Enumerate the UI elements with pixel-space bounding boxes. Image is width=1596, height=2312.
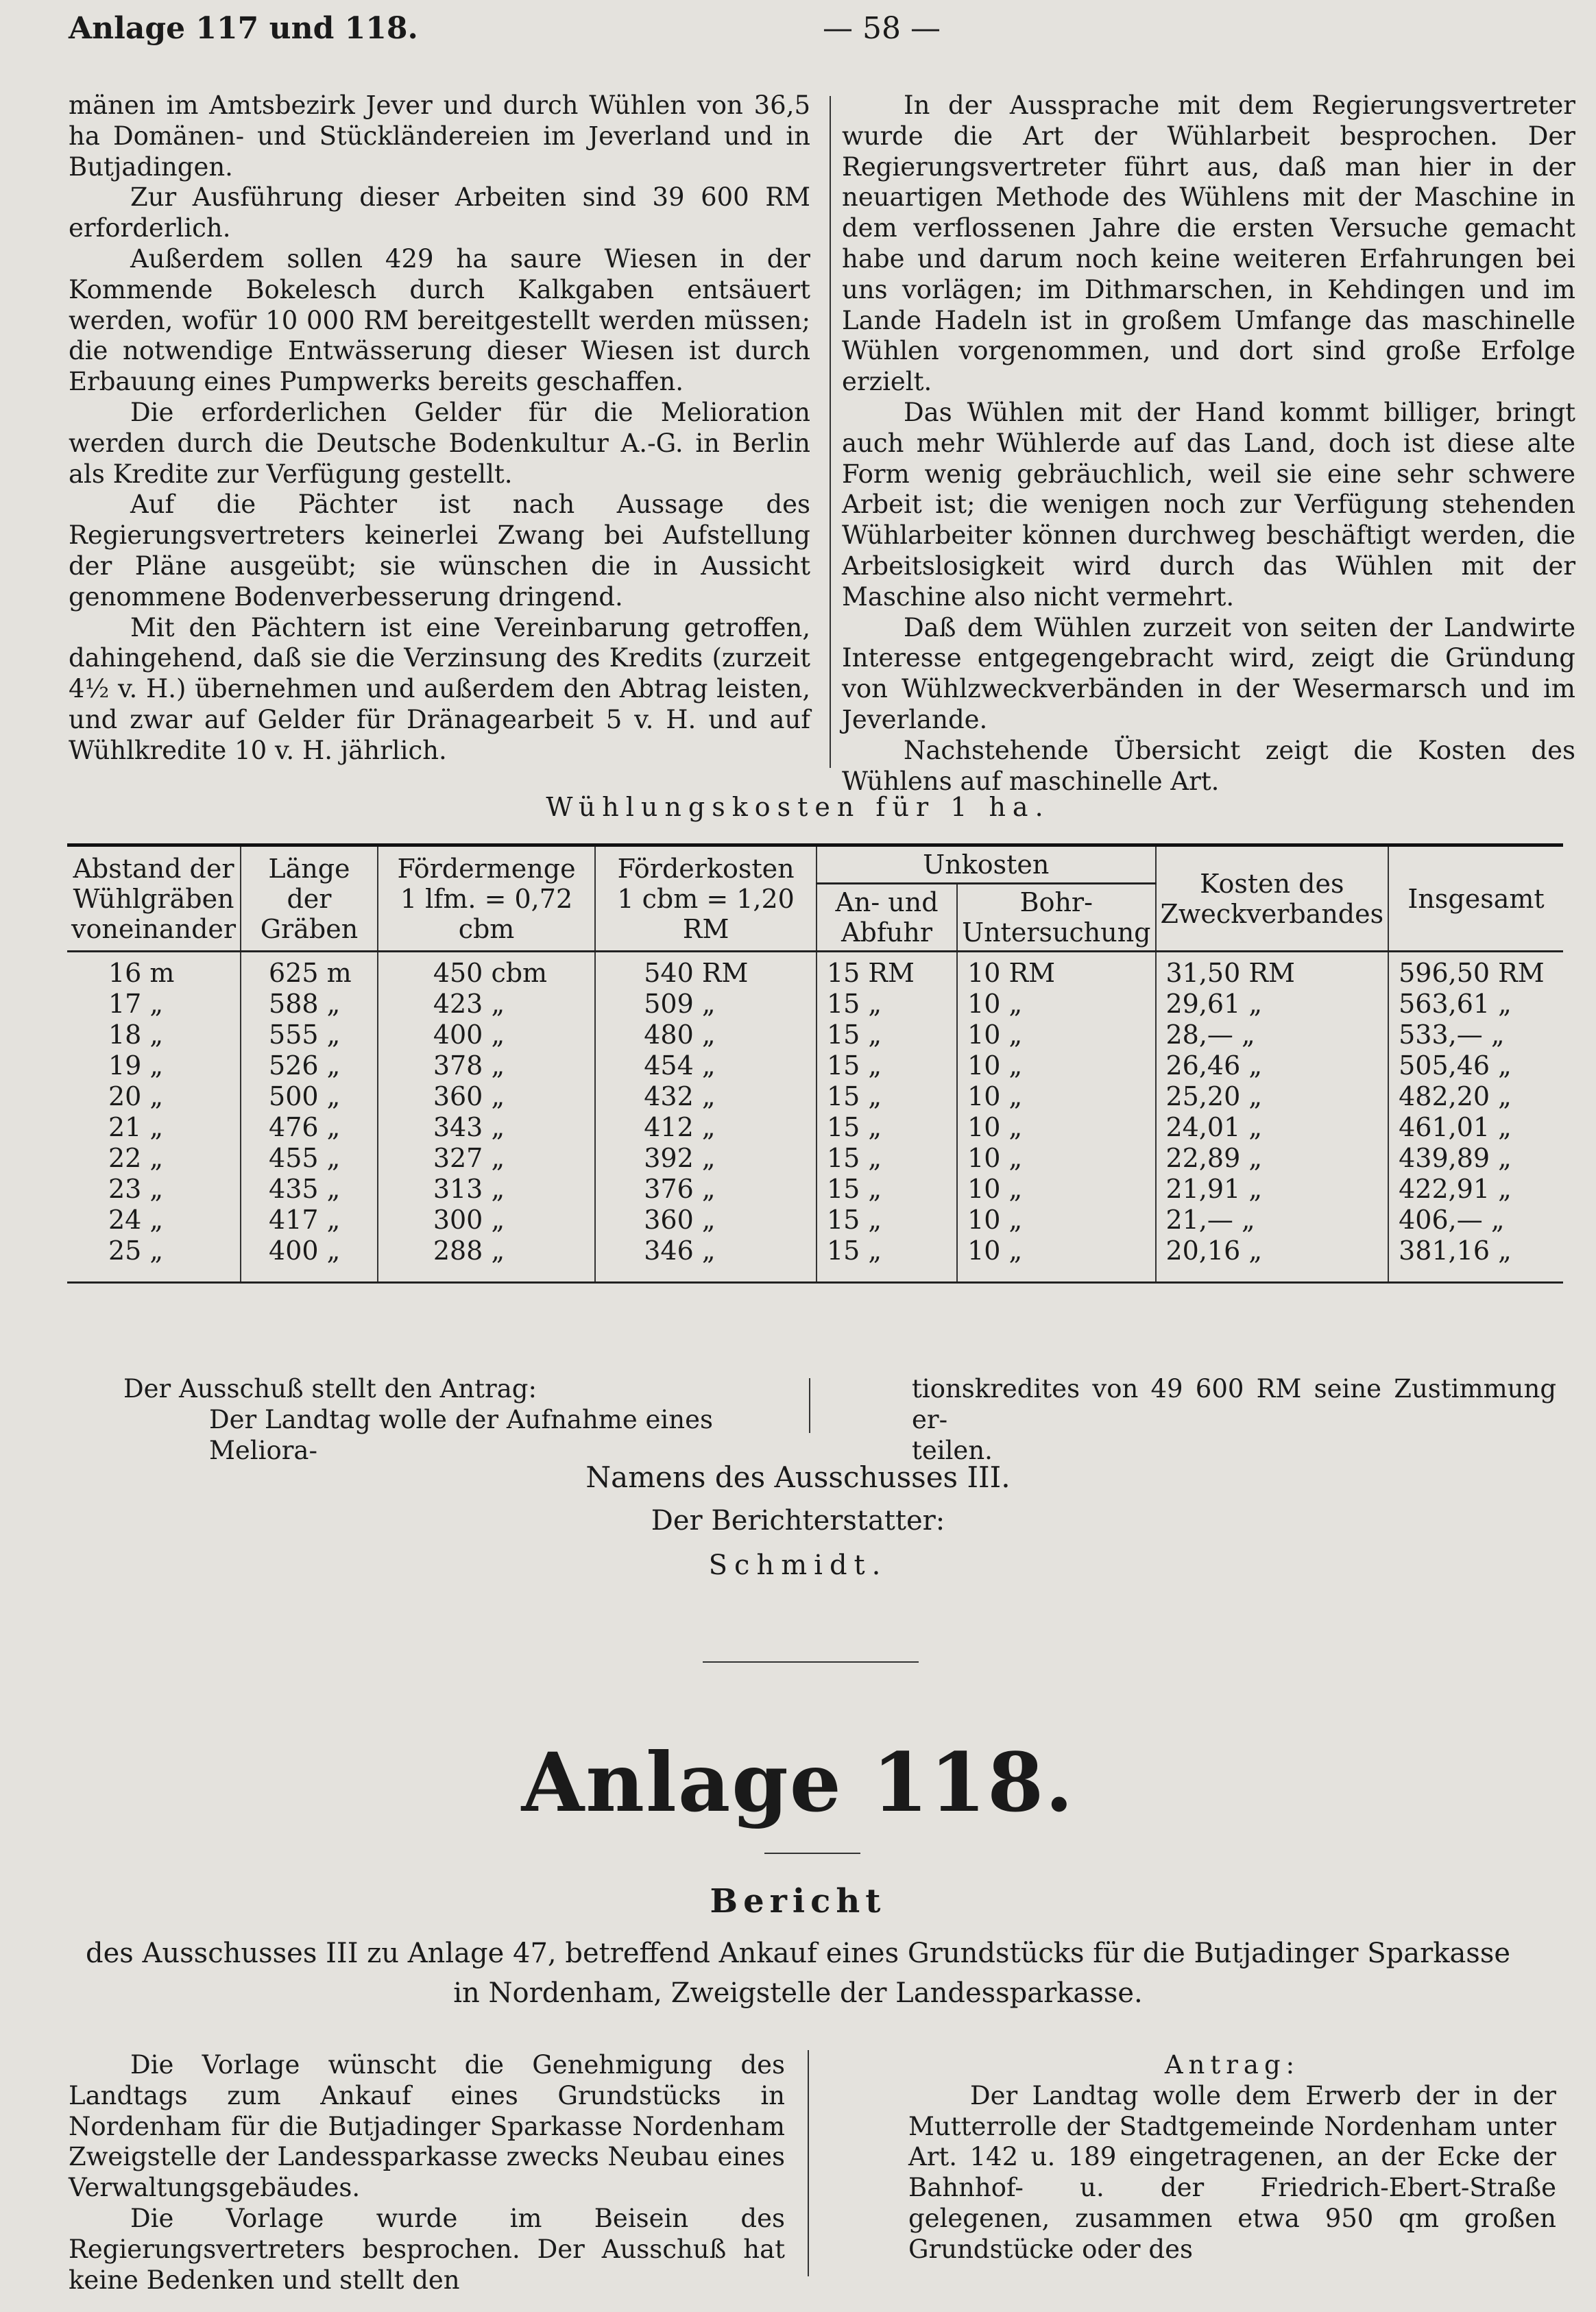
table-cell: 378 „	[378, 1050, 595, 1081]
paragraph: Die Vorlage wurde im Beisein des Regierungsvertreters besprochen. Der Ausschuß hat keine Bedenken und stellt den	[69, 2203, 785, 2295]
table-cell: 15 „	[817, 1143, 957, 1174]
table-cell: 327 „	[378, 1143, 595, 1174]
table-cell: 400 „	[378, 1020, 595, 1050]
table-cell: 21,91 „	[1156, 1174, 1389, 1205]
table-cell: 435 „	[241, 1174, 378, 1205]
bericht-heading: Bericht	[710, 1882, 886, 1920]
table-cell: 439,89 „	[1388, 1143, 1563, 1174]
table-cell: 588 „	[241, 989, 378, 1020]
antrag-line: teilen.	[912, 1436, 993, 1465]
table-cell: 31,50 RM	[1156, 952, 1389, 989]
table-cell: 10 „	[957, 1205, 1155, 1236]
anlage118-divider	[808, 2050, 809, 2276]
signature-namens: Namens des Ausschusses III.	[585, 1460, 1011, 1494]
table-cell: 400 „	[241, 1236, 378, 1283]
header-foerderkosten-sub: 1 cbm = 1,20 RM	[617, 883, 795, 944]
header-foerdermenge-label: Fördermenge	[397, 853, 576, 884]
table-cell: 555 „	[241, 1020, 378, 1050]
page-header	[69, 11, 1577, 52]
header-foerdermenge-sub: 1 lfm. = 0,72 cbm	[400, 883, 573, 944]
table-cell: 21,— „	[1156, 1205, 1389, 1236]
table-cell: 376 „	[595, 1174, 817, 1205]
table-cell: 455 „	[241, 1143, 378, 1174]
table-cell: 461,01 „	[1388, 1112, 1563, 1143]
table-row	[67, 1020, 1563, 1050]
table-cell: 343 „	[378, 1112, 595, 1143]
paragraph: Daß dem Wühlen zurzeit von seiten der Landwirte Interesse entgegengebracht wird, zeigt die Gründung von Wühlzweckverbänden in der Wesermarsch und im Jeverlande.	[842, 612, 1575, 734]
header-foerderkosten	[595, 845, 817, 952]
table-cell: 10 „	[957, 1050, 1155, 1081]
table-row	[67, 1205, 1563, 1236]
paragraph: Die erforderlichen Gelder für die Melioration werden durch die Deutsche Bodenkultur A.-G. in Berlin als Kredite zur Verfügung gestellt.	[69, 397, 810, 489]
table-cell: 20 „	[108, 1081, 164, 1111]
antrag-line: Der Landtag wolle der Aufnahme eines Meliora-	[209, 1405, 713, 1465]
table-row	[67, 1112, 1563, 1143]
table-cell: 15 „	[817, 1205, 957, 1236]
title-rule	[764, 1853, 860, 1854]
table-cell: 625 m	[241, 952, 378, 989]
bericht-subtitle	[0, 1934, 1596, 2013]
section-rule	[703, 1661, 919, 1663]
paragraph: Mit den Pächtern ist eine Vereinbarung getroffen, dahingehend, daß sie die Verzinsung des Kredits (zurzeit 4½ v. H.) übernehmen und außerdem den Abtrag leisten, und zwar auf Gelder für Dränagearbeit 5 v. H. und auf Wühlkredite 10 v. H. jährlich.	[69, 612, 810, 765]
table-row	[67, 952, 1563, 989]
page-number: — 58 —	[823, 11, 941, 46]
table-cell: 509 „	[595, 989, 817, 1020]
antrag-line: tionskredites von 49 600 RM seine Zustimmung er-	[912, 1374, 1556, 1434]
table-cell: 16 m	[108, 958, 175, 988]
table-row	[67, 989, 1563, 1020]
table-cell: 480 „	[595, 1020, 817, 1050]
antrag-line: Der Ausschuß stellt den Antrag:	[123, 1374, 537, 1404]
header-bohr: Bohr-Untersuchung	[957, 884, 1155, 952]
table-cell: 10 „	[957, 1112, 1155, 1143]
table-cell: 596,50 RM	[1388, 952, 1563, 989]
table-cell: 423 „	[378, 989, 595, 1020]
table-cell: 23 „	[108, 1174, 164, 1204]
cost-table-body	[67, 952, 1563, 1283]
section-title: Anlage 118.	[521, 1735, 1075, 1830]
table-cell: 505,46 „	[1388, 1050, 1563, 1081]
table-cell: 10 „	[957, 1020, 1155, 1050]
table-row	[67, 1081, 1563, 1112]
paragraph: Die Vorlage wünscht die Genehmigung des Landtags zum Ankauf eines Grundstücks in Nordenham für die Butjadinger Sparkasse Nordenham Zweigstelle der Landessparkasse zwecks Neubau eines Verwaltungsgebäudes.	[69, 2050, 785, 2203]
table-cell: 15 „	[817, 989, 957, 1020]
antrag-heading: Antrag:	[1164, 2050, 1301, 2080]
table-cell: 20,16 „	[1156, 1236, 1389, 1283]
table-cell: 15 „	[817, 1050, 957, 1081]
paragraph: Zur Ausführung dieser Arbeiten sind 39 600 RM erforderlich.	[69, 182, 810, 243]
table-cell: 26,46 „	[1156, 1050, 1389, 1081]
table-cell: 10 „	[957, 1143, 1155, 1174]
left-column	[69, 91, 810, 767]
paragraph: Der Landtag wolle dem Erwerb der in der Mutterrolle der Stadtgemeinde Nordenham unter Art. 142 u. 189 eingetragenen, an der Ecke der Bahnhof- u. der Friedrich-Ebert-Straße gelegenen, zusammen etwa 950 qm großen Grundstücke oder des	[908, 2080, 1556, 2264]
table-cell: 18 „	[108, 1020, 164, 1050]
table-cell: 24 „	[108, 1205, 164, 1235]
table-cell: 381,16 „	[1388, 1236, 1563, 1283]
paragraph: Auf die Pächter ist nach Aussage des Regierungsvertreters keinerlei Zwang bei Aufstellung der Pläne ausgeübt; sie wünschen die in Aussicht genommene Bodenverbesserung dringend.	[69, 490, 810, 612]
table-cell: 288 „	[378, 1236, 595, 1283]
table-cell: 15 „	[817, 1020, 957, 1050]
table-cell: 482,20 „	[1388, 1081, 1563, 1112]
antrag-left	[123, 1373, 802, 1466]
subtitle-line: des Ausschusses III zu Anlage 47, betreffend Ankauf eines Grundstücks für die Butjadinger Sparkasse	[85, 1938, 1511, 1969]
table-cell: 15 „	[817, 1112, 957, 1143]
table-cell: 412 „	[595, 1112, 817, 1143]
header-insgesamt: Insgesamt	[1388, 845, 1563, 952]
table-cell: 526 „	[241, 1050, 378, 1081]
table-cell: 406,— „	[1388, 1205, 1563, 1236]
table-cell: 450 cbm	[378, 952, 595, 989]
table-cell: 22 „	[108, 1143, 164, 1173]
header-foerdermenge	[378, 845, 595, 952]
table-cell: 15 „	[817, 1236, 957, 1283]
header-unkosten: Unkosten	[817, 845, 1156, 884]
table-cell: 19 „	[108, 1050, 164, 1081]
table-cell: 21 „	[108, 1112, 164, 1142]
table-cell: 392 „	[595, 1143, 817, 1174]
table-cell: 422,91 „	[1388, 1174, 1563, 1205]
header-laenge: Länge der Gräben	[241, 845, 378, 952]
table-cell: 10 „	[957, 989, 1155, 1020]
antrag-divider	[809, 1378, 810, 1433]
anlage118-right-column	[908, 2050, 1556, 2265]
table-cell: 15 RM	[817, 952, 957, 989]
table-cell: 533,— „	[1388, 1020, 1563, 1050]
table-cell: 10 „	[957, 1236, 1155, 1283]
table-cell: 313 „	[378, 1174, 595, 1205]
table-cell: 540 RM	[595, 952, 817, 989]
table-cell: 360 „	[595, 1205, 817, 1236]
table-cell: 10 RM	[957, 952, 1155, 989]
paragraph: Außerdem sollen 429 ha saure Wiesen in der Kommende Bokelesch durch Kalkgaben entsäuert werden, wofür 10 000 RM bereitgestellt werden müssen; die notwendige Entwässerung dieser Wiesen ist durch Erbauung eines Pumpwerks bereits geschaffen.	[69, 243, 810, 397]
table-cell: 300 „	[378, 1205, 595, 1236]
table-cell: 454 „	[595, 1050, 817, 1081]
header-an-abfuhr: An- und Abfuhr	[817, 884, 957, 952]
right-column	[842, 91, 1575, 797]
cost-table	[67, 843, 1563, 1284]
table-cell: 15 „	[817, 1081, 957, 1112]
table-cell: 432 „	[595, 1081, 817, 1112]
table-cell: 360 „	[378, 1081, 595, 1112]
paragraph: mänen im Amtsbezirk Jever und durch Wühlen von 36,5 ha Domänen- und Stückländereien im Jeverland und in Butjadingen.	[69, 91, 810, 182]
table-cell: 10 „	[957, 1081, 1155, 1112]
table-caption: Wühlungskosten für 1 ha.	[546, 792, 1050, 822]
antrag-right	[912, 1373, 1556, 1466]
table-cell: 25 „	[67, 1236, 241, 1283]
anlage118-left-column	[69, 2050, 785, 2296]
paragraph: Das Wühlen mit der Hand kommt billiger, bringt auch mehr Wühlerde auf das Land, doch ist diese alte Form wenig gebräuchlich, weil sie eine sehr schwere Arbeit ist; die wenigen noch zur Verfügung stehenden Wühlarbeiter können durchweg beschäftigt werden, die Arbeitslosigkeit wird durch das Wühlen mit der Maschine also nicht vermehrt.	[842, 397, 1575, 612]
table-cell: 346 „	[595, 1236, 817, 1283]
table-cell: 22,89 „	[1156, 1143, 1389, 1174]
table-cell: 15 „	[817, 1174, 957, 1205]
table-cell: 17 „	[108, 989, 164, 1019]
header-abstand: Abstand der Wühlgräben voneinander	[67, 845, 241, 952]
table-cell: 417 „	[241, 1205, 378, 1236]
table-cell: 10 „	[957, 1174, 1155, 1205]
header-foerderkosten-label: Förderkosten	[617, 853, 795, 884]
table-cell: 24,01 „	[1156, 1112, 1389, 1143]
table-cell: 476 „	[241, 1112, 378, 1143]
header-title: Anlage 117 und 118.	[69, 11, 418, 46]
table-row	[67, 1174, 1563, 1205]
table-row	[67, 1236, 1563, 1283]
table-row	[67, 1050, 1563, 1081]
column-divider	[830, 96, 831, 768]
paragraph: Nachstehende Übersicht zeigt die Kosten des Wühlens auf maschinelle Art.	[842, 735, 1575, 796]
signature-name: Schmidt.	[708, 1550, 888, 1581]
table-cell: 563,61 „	[1388, 989, 1563, 1020]
table-row	[67, 1143, 1563, 1174]
table-cell: 29,61 „	[1156, 989, 1389, 1020]
header-zweckverband: Kosten des Zweckverbandes	[1156, 845, 1389, 952]
table-cell: 25,20 „	[1156, 1081, 1389, 1112]
table-cell: 28,— „	[1156, 1020, 1389, 1050]
table-cell: 500 „	[241, 1081, 378, 1112]
paragraph: In der Aussprache mit dem Regierungsvertreter wurde die Art der Wühlarbeit besprochen. Der Regierungsvertreter führt aus, daß man hier in der neuartigen Methode des Wühlens mit der Maschine in dem verflossenen Jahre die ersten Versuche gemacht habe und darum noch keine weiteren Erfahrungen bei uns vorlägen; im Dithmarschen, in Kehdingen und im Lande Hadeln ist in großem Umfange das maschinelle Wühlen vorgenommen, und dort sind große Erfolge erzielt.	[842, 91, 1575, 397]
signature-berichterstatter: Der Berichterstatter:	[651, 1505, 945, 1537]
subtitle-line: in Nordenham, Zweigstelle der Landessparkasse.	[453, 1977, 1143, 2009]
